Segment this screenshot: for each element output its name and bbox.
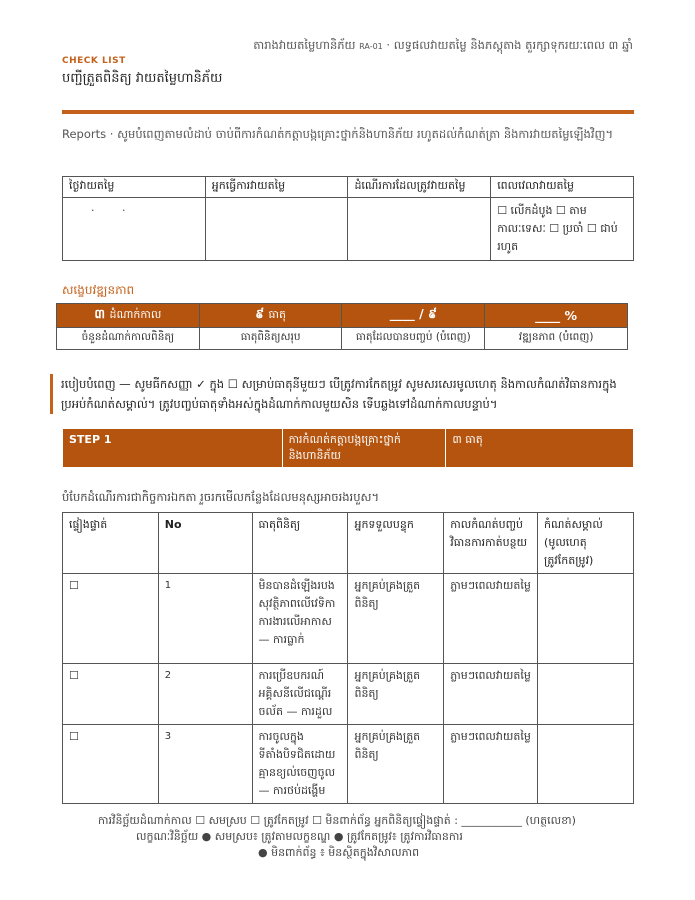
item-number: 1 [158, 574, 252, 664]
note-field[interactable] [538, 725, 634, 804]
table-row [63, 664, 634, 725]
process-field[interactable] [348, 198, 491, 261]
document-code: RA-01 [359, 42, 383, 51]
header-assessment-date: ថ្ងៃវាយតម្លៃ [63, 177, 206, 198]
check-item: ការប្រើឧបករណ៍អគ្គិសនីលើជណ្តើរចល័ត — ការដួល [252, 664, 348, 725]
check-item: មិនបានដំឡើងរបងសុវត្ថិភាពលើវេទិកាការងារលើអាកាស — ការធ្លាក់ [252, 574, 348, 664]
header-deadline: កាលកំណត់បញ្ចប់វិធានការកាត់បន្ថយ [444, 513, 538, 574]
deadline: ភ្លាមៗពេលវាយតម្លៃ [444, 574, 538, 664]
instructions-note: របៀបបំពេញ — សូមធីកសញ្ញា ✓ ក្នុង ☐ សម្រាប់ធាតុនីមួយៗ បើត្រូវការកែតម្រូវ សូមសរសេរមូលហេតុ និងកាលកំណត់វិធានការក្នុងប្រអប់កំណត់សម្គាល់។ ត្រូវបញ្ចប់ធាតុទាំងអស់ក្នុងដំណាក់កាលមួយសិន ទើបឆ្លងទៅដំណាក់កាលបន្ទាប់។ [50, 374, 638, 414]
assessor-field[interactable] [205, 198, 348, 261]
completed-count[interactable]: ____ / ៩ [342, 304, 485, 328]
timing-options[interactable]: ☐ លើកដំបូង ☐ តាមកាលៈទេសៈ ☐ ប្រចាំ ☐ ជាប់រហូត [491, 198, 634, 261]
header-no: No [158, 513, 252, 574]
document-title [253, 38, 633, 55]
stage-count-caption: ចំនួនដំណាក់កាលពិនិត្យ [57, 328, 200, 350]
step-item-count: ៣ ធាតុ [446, 429, 634, 468]
step-id: STEP 1 [63, 429, 283, 468]
criteria-line-2: ● មិនពាក់ព័ន្ធ ៖ មិនស្ថិតក្នុងវិសាលភាព [258, 846, 420, 859]
completed-count-caption: ធាតុដែលបានបញ្ចប់ (បំពេញ) [342, 328, 485, 350]
item-number: 2 [158, 664, 252, 725]
table-row [63, 574, 634, 664]
progress-summary-label: សង្ខេបវឌ្ឍនភាព [62, 283, 135, 297]
sheet-title: បញ្ជីត្រួតពិនិត្យ វាយតម្លៃហានិភ័យ [62, 71, 223, 86]
item-count: ៩ ធាតុ [199, 304, 342, 328]
header-owner: អ្នកទទួលបន្ទុក [348, 513, 444, 574]
note-field[interactable] [538, 664, 634, 725]
verify-checkbox[interactable]: ☐ [63, 725, 159, 804]
verify-checkbox[interactable]: ☐ [63, 664, 159, 725]
owner: អ្នកគ្រប់គ្រងត្រួតពិនិត្យ [348, 664, 444, 725]
owner: អ្នកគ្រប់គ្រងត្រួតពិនិត្យ [348, 725, 444, 804]
progress-summary-table [56, 303, 628, 350]
document-title-post: · លទ្ធផលវាយតម្លៃ និងភស្តុតាង តួរក្សាទុករយៈពេល ៣ ឆ្នាំ [386, 38, 633, 52]
assessment-info-table [62, 176, 634, 261]
progress-percent[interactable]: ____ % [485, 304, 628, 328]
step-header [62, 428, 634, 468]
intro-text: Reports · សូមបំពេញតាមលំដាប់ ចាប់ពីការកំណត់កត្តាបង្កគ្រោះថ្នាក់និងហានិភ័យ រហូតដល់កំណត់ត្រា និងការវាយតម្លៃឡើងវិញ។ [62, 127, 614, 141]
header-assessor: អ្នកធ្វើការវាយតម្លៃ [205, 177, 348, 198]
deadline: ភ្លាមៗពេលវាយតម្លៃ [444, 664, 538, 725]
deadline: ភ្លាមៗពេលវាយតម្លៃ [444, 725, 538, 804]
header-process: ដំណើរការដែលត្រូវវាយតម្លៃ [348, 177, 491, 198]
checklist-table [62, 512, 634, 804]
item-number: 3 [158, 725, 252, 804]
header-divider [62, 110, 634, 114]
assessment-date-field[interactable]: · · [63, 198, 206, 261]
check-list-label: CHECK LIST [62, 56, 126, 66]
criteria-line: លក្ខណៈវិនិច្ឆ័យ ● សមស្រប៖ ត្រូវតាមលក្ខខណ្ឌ ● ត្រូវកែតម្រូវ៖ ត្រូវការវិធានការ [136, 830, 463, 843]
step-title: ការកំណត់កត្តាបង្កគ្រោះថ្នាក់និងហានិភ័យ [282, 429, 446, 468]
verify-checkbox[interactable]: ☐ [63, 574, 159, 664]
stage-count: ៣ ដំណាក់កាល [57, 304, 200, 328]
header-timing: ពេលវេលាវាយតម្លៃ [491, 177, 634, 198]
owner: អ្នកគ្រប់គ្រងត្រួតពិនិត្យ [348, 574, 444, 664]
document-title-pre: តារាងវាយតម្លៃហានិភ័យ [253, 38, 356, 52]
progress-percent-caption: វឌ្ឍនភាព (បំពេញ) [485, 328, 628, 350]
header-item: ធាតុពិនិត្យ [252, 513, 348, 574]
note-field[interactable] [538, 574, 634, 664]
item-count-caption: ធាតុពិនិត្យសរុប [199, 328, 342, 350]
header-note: កំណត់សម្គាល់ (មូលហេតុត្រូវកែតម្រូវ) [538, 513, 634, 574]
stage-judgement-line[interactable]: ការវិនិច្ឆ័យដំណាក់កាល ☐ សមស្រប ☐ ត្រូវកែតម្រូវ ☐ មិនពាក់ព័ន្ធ អ្នកពិនិត្យផ្ទៀងផ្ទាត់ : ___________ (ហត្ថលេខា) [98, 814, 576, 827]
check-item: ការចូលក្នុងទីតាំងបិទជិតដោយគ្មានខ្យល់ចេញចូល — ការថប់ដង្ហើម [252, 725, 348, 804]
header-verify: ផ្ទៀងផ្ទាត់ [63, 513, 159, 574]
table-row [63, 725, 634, 804]
step-description: បំបែកដំណើរការជាកិច្ចការឯកតា រួចរកមើលកន្លែងដែលមនុស្សអាចរងរបួស។ [62, 490, 380, 504]
